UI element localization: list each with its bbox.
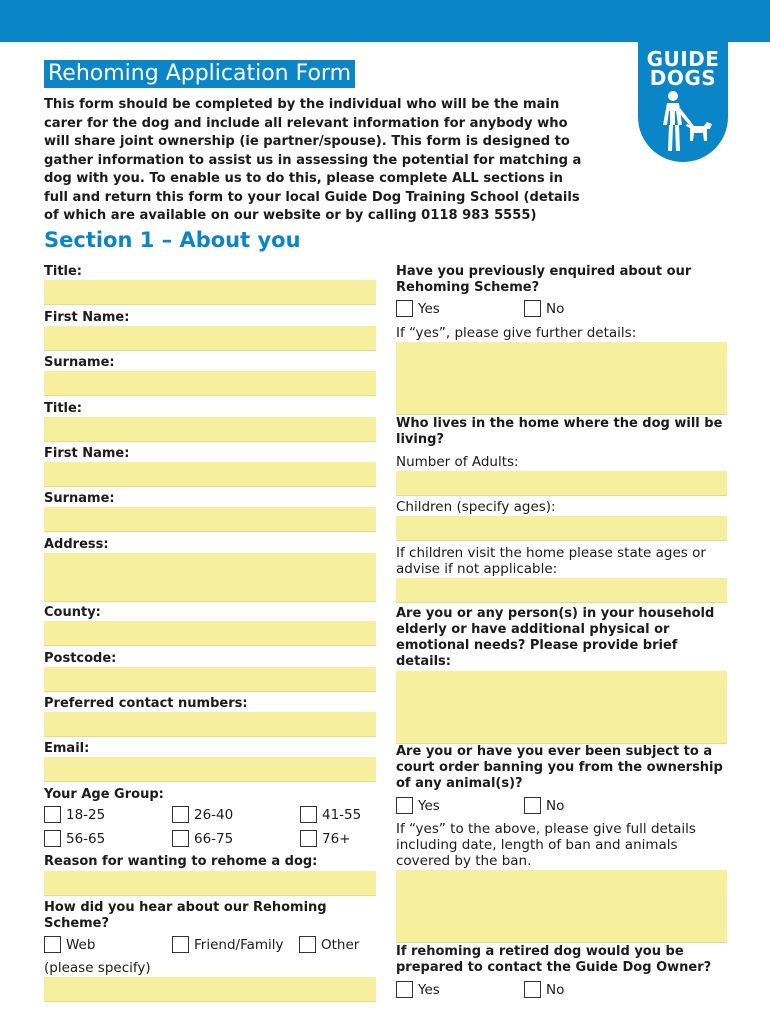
heard-other-checkbox[interactable]: Other xyxy=(299,936,359,953)
first-name-field-1[interactable] xyxy=(44,326,376,351)
checkbox-box[interactable] xyxy=(44,806,61,823)
elderly-needs-field[interactable] xyxy=(396,671,727,744)
court-order-label: Are you or have you ever been subject to a court order banning you from the ownership of any animal(s)? xyxy=(396,744,723,791)
children-visit-field[interactable] xyxy=(396,578,727,603)
age-26-40-checkbox[interactable]: 26-40 xyxy=(172,806,233,823)
court-order-yes-checkbox[interactable]: Yes xyxy=(396,797,440,814)
prev-enquired-yes-checkbox[interactable]: Yes xyxy=(396,300,440,317)
prev-enquired-no-checkbox[interactable]: No xyxy=(524,300,564,317)
elderly-needs-label: Are you or any person(s) in your household elderly or have additional physical or emotional needs? Please provide brief details: xyxy=(396,606,715,669)
retired-dog-no-checkbox[interactable]: No xyxy=(524,981,564,998)
surname-label-2: Surname: xyxy=(44,491,115,506)
checkbox-box[interactable] xyxy=(300,830,317,847)
top-banner xyxy=(0,0,770,42)
surname-field-2[interactable] xyxy=(44,507,376,532)
age-56-65-checkbox[interactable]: 56-65 xyxy=(44,830,105,847)
title-field-1[interactable] xyxy=(44,280,376,305)
contact-numbers-label: Preferred contact numbers: xyxy=(44,696,248,711)
surname-label-1: Surname: xyxy=(44,355,115,370)
please-specify-label: (please specify) xyxy=(44,960,151,976)
email-label: Email: xyxy=(44,741,90,756)
checkbox-box[interactable] xyxy=(396,797,413,814)
section-heading: Section 1 – About you xyxy=(44,228,301,252)
checkbox-box[interactable] xyxy=(44,830,61,847)
intro-paragraph: This form should be completed by the individual who will be the main carer for the dog and include all relevant information for anybody who will share joint ownership (ie partner/spouse). This form is designed to gather information to assist us in assessing the potential for matching a dog with you. To enable us to do this, please complete ALL sections in full and return this form to your local Guide Dog Training School (details of which are available on our website or by calling 0118 983 5555) xyxy=(44,97,582,223)
form-title: Rehoming Application Form xyxy=(44,60,355,88)
checkbox-box[interactable] xyxy=(524,797,541,814)
retired-dog-yes-checkbox[interactable]: Yes xyxy=(396,981,440,998)
age-18-25-checkbox[interactable]: 18-25 xyxy=(44,806,105,823)
county-field[interactable] xyxy=(44,621,376,646)
checkbox-box[interactable] xyxy=(396,300,413,317)
heard-specify-field[interactable] xyxy=(44,977,376,1002)
address-label: Address: xyxy=(44,537,109,552)
title-label-2: Title: xyxy=(44,401,83,416)
retired-dog-label: If rehoming a retired dog would you be prepared to contact the Guide Dog Owner? xyxy=(396,944,712,975)
guide-dogs-logo xyxy=(638,42,728,162)
reason-field[interactable] xyxy=(44,871,376,896)
postcode-label: Postcode: xyxy=(44,651,117,666)
heard-about-label: How did you hear about our Rehoming Scheme? xyxy=(44,900,327,931)
first-name-label-2: First Name: xyxy=(44,446,130,461)
surname-field-1[interactable] xyxy=(44,371,376,396)
reason-label: Reason for wanting to rehome a dog: xyxy=(44,854,318,869)
court-order-details-field[interactable] xyxy=(396,870,727,943)
checkbox-box[interactable] xyxy=(524,981,541,998)
guide-dog-icon xyxy=(654,90,714,156)
checkbox-box[interactable] xyxy=(172,806,189,823)
checkbox-box[interactable] xyxy=(524,300,541,317)
email-field[interactable] xyxy=(44,757,376,782)
age-76-plus-checkbox[interactable]: 76+ xyxy=(300,830,351,847)
age-41-55-checkbox[interactable]: 41-55 xyxy=(300,806,361,823)
children-field[interactable] xyxy=(396,516,727,541)
heard-friend-family-checkbox[interactable]: Friend/Family xyxy=(172,936,284,953)
address-field[interactable] xyxy=(44,553,376,602)
title-field-2[interactable] xyxy=(44,417,376,442)
children-label: Children (specify ages): xyxy=(396,499,556,515)
prev-enquired-label: Have you previously enquired about our Rehoming Scheme? xyxy=(396,264,692,295)
num-adults-field[interactable] xyxy=(396,471,727,496)
postcode-field[interactable] xyxy=(44,667,376,692)
checkbox-box[interactable] xyxy=(300,806,317,823)
logo-text-guide: GUIDE xyxy=(646,47,720,71)
who-lives-label: Who lives in the home where the dog will be living? xyxy=(396,416,723,447)
first-name-field-2[interactable] xyxy=(44,462,376,487)
checkbox-box[interactable] xyxy=(396,981,413,998)
title-label-1: Title: xyxy=(44,264,83,279)
num-adults-label: Number of Adults: xyxy=(396,454,519,470)
court-order-no-checkbox[interactable]: No xyxy=(524,797,564,814)
if-yes-details-label: If “yes”, please give further details: xyxy=(396,325,637,341)
checkbox-box[interactable] xyxy=(299,936,316,953)
court-order-details-label: If “yes” to the above, please give full details including date, length of ban and animals covered by the ban. xyxy=(396,821,696,869)
county-label: County: xyxy=(44,605,101,620)
heard-web-checkbox[interactable]: Web xyxy=(44,936,95,953)
logo-text-dogs: DOGS xyxy=(649,66,717,90)
checkbox-box[interactable] xyxy=(172,936,189,953)
prev-enquired-details-field[interactable] xyxy=(396,342,727,415)
first-name-label-1: First Name: xyxy=(44,310,130,325)
contact-numbers-field[interactable] xyxy=(44,712,376,737)
age-group-label: Your Age Group: xyxy=(44,787,164,802)
checkbox-box[interactable] xyxy=(44,936,61,953)
checkbox-box[interactable] xyxy=(172,830,189,847)
children-visit-label: If children visit the home please state ages or advise if not applicable: xyxy=(396,545,706,577)
age-66-75-checkbox[interactable]: 66-75 xyxy=(172,830,233,847)
